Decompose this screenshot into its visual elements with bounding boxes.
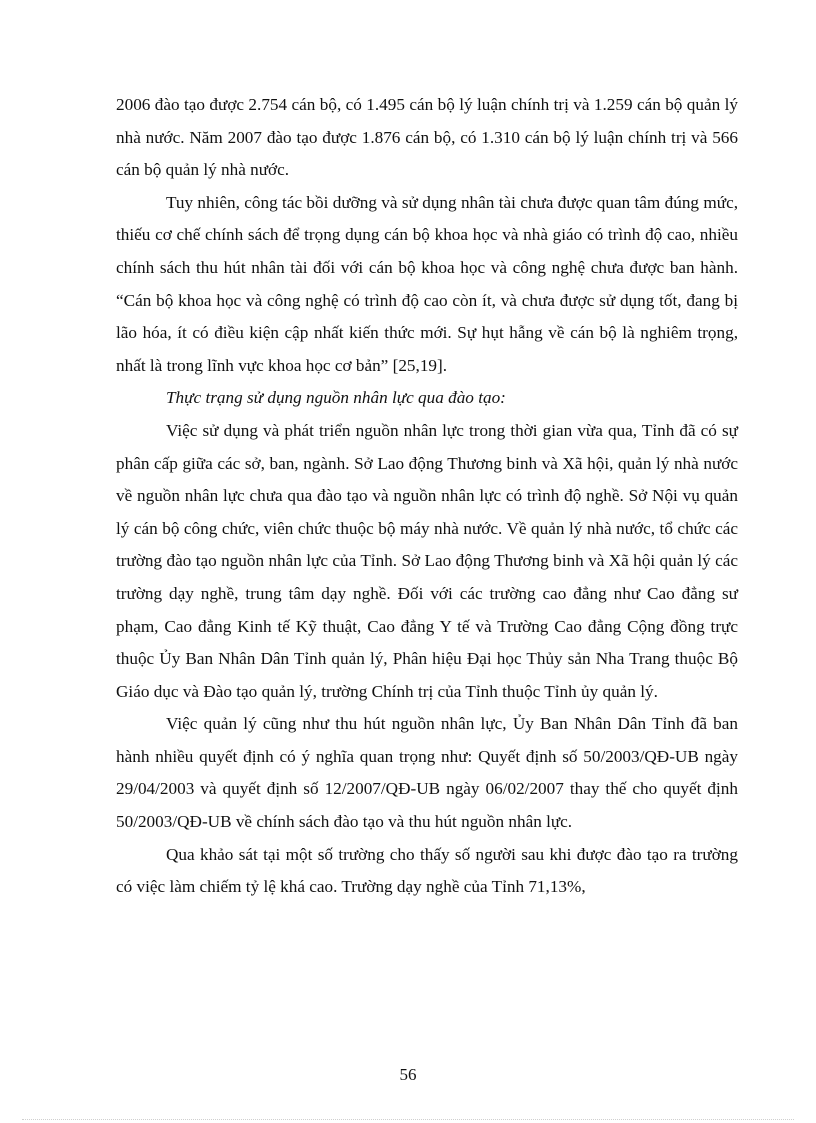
paragraph-decisions: Việc quản lý cũng như thu hút nguồn nhân lực, Ủy Ban Nhân Dân Tỉnh đã ban hành nhiều quyết định có ý nghĩa quan trọng như: Quyết định số 50/2003/QĐ-UB ngày 29/04/2003 và quyết định số 12/2007/QĐ-UB ngày 06/02/2007 thay thế cho quyết định 50/2003/QĐ-UB về chính sách đào tạo và thu hút nguồn nhân lực.	[116, 714, 738, 832]
paragraph-survey: Qua khảo sát tại một số trường cho thấy số người sau khi được đào tạo ra trường có việc làm chiếm tỷ lệ khá cao. Trường dạy nghề của Tỉnh 71,13%,	[116, 844, 738, 897]
section-subheading: Thực trạng sử dụng nguồn nhân lực qua đào tạo:	[166, 388, 506, 408]
paragraph-management-structure: Việc sử dụng và phát triển nguồn nhân lực trong thời gian vừa qua, Tỉnh đã có sự phân cấp giữa các sở, ban, ngành. Sở Lao động Thương binh và Xã hội, quản lý nhà nước về nguồn nhân lực chưa qua đào tạo và nguồn nhân lực có trình độ nghề. Sở Nội vụ quản lý cán bộ công chức, viên chức thuộc bộ máy nhà nước. Về quản lý nhà nước, tổ chức các trường đào tạo nguồn nhân lực của Tỉnh. Sở Lao động Thương binh và Xã hội quản lý các trường dạy nghề, trung tâm dạy nghề. Đối với các trường cao đẳng như Cao đẳng sư phạm, Cao đẳng Kinh tế Kỹ thuật, Cao đẳng Y tế và Trường Cao đẳng Cộng đồng trực thuộc Ủy Ban Nhân Dân Tỉnh quản lý, Phân hiệu Đại học Thủy sản Nha Trang thuộc Bộ Giáo dục và Đào tạo quản lý, trường Chính trị của Tỉnh thuộc Tỉnh ủy quản lý.	[116, 420, 738, 701]
page-bottom-divider	[22, 1119, 794, 1120]
document-body	[116, 89, 738, 904]
page-number: 56	[399, 1065, 417, 1084]
paragraph-continuation: 2006 đào tạo được 2.754 cán bộ, có 1.495 cán bộ lý luận chính trị và 1.259 cán bộ quản lý nhà nước. Năm 2007 đào tạo được 1.876 cán bộ, có 1.310 cán bộ lý luận chính trị và 566 cán bộ quản lý nhà nước.	[116, 95, 738, 180]
paragraph-talent-policy: Tuy nhiên, công tác bồi dưỡng và sử dụng nhân tài chưa được quan tâm đúng mức, thiếu cơ chế chính sách để trọng dụng cán bộ khoa học và nhà giáo có trình độ cao, nhiều chính sách thu hút nhân tài đối với cán bộ khoa học và công nghệ chưa được ban hành. “Cán bộ khoa học và công nghệ có trình độ cao còn ít, và chưa được sử dụng tốt, đang bị lão hóa, ít có điều kiện cập nhất kiến thức mới. Sự hụt hẫng về cán bộ là nghiêm trọng, nhất là trong lĩnh vực khoa học cơ bản” [25,19].	[116, 192, 738, 375]
